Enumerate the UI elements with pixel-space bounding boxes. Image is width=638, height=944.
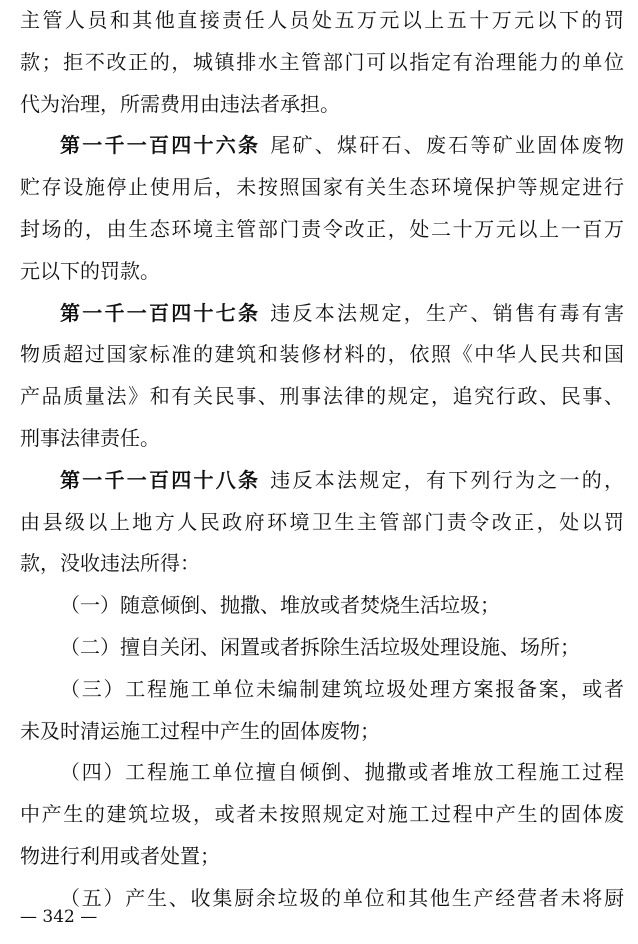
list-item-1: （一）随意倾倒、抛撒、堆放或者焚烧生活垃圾； — [60, 593, 500, 618]
list-item-5: （五）产生、收集厨余垃圾的单位和其他生产经营者未将厨 — [60, 885, 624, 910]
article-number: 第一千一百四十七条 — [60, 300, 261, 325]
list-item-3: （三）工程施工单位未编制建筑垃圾处理方案报备案，或者 — [60, 676, 624, 701]
text-line: 物进行利用或者处置； — [20, 843, 220, 868]
text-line: 贮存设施停止使用后，未按照国家有关生态环境保护等规定进行 — [20, 175, 624, 200]
list-item-4: （四）工程施工单位擅自倾倒、抛撒或者堆放工程施工过程 — [60, 760, 624, 785]
article-1148-first-line — [20, 460, 624, 502]
text-line: 款；拒不改正的，城镇排水主管部门可以指定有治理能力的单位 — [20, 49, 624, 74]
article-1147-first-line — [20, 293, 624, 335]
text-line: 刑事法律责任。 — [20, 425, 160, 450]
document-page — [20, 0, 624, 920]
text-line: 产品质量法》和有关民事、刑事法律的规定，追究行政、民事、 — [20, 384, 624, 409]
text-line: 未及时清运施工过程中产生的固体废物； — [20, 718, 380, 743]
text-line: 由县级以上地方人民政府环境卫生主管部门责令改正，处以罚 — [20, 509, 624, 534]
text-line: 封场的，由生态环境主管部门责令改正，处二十万元以上一百万 — [20, 216, 624, 241]
list-item-2: （二）擅自关闭、闲置或者拆除生活垃圾处理设施、场所； — [60, 634, 580, 659]
text-line: 代为治理，所需费用由违法者承担。 — [20, 91, 340, 116]
text-line: 主管人员和其他直接责任人员处五万元以上五十万元以下的罚 — [20, 8, 624, 32]
article-1146-first-line — [20, 125, 624, 167]
text-line: 物质超过国家标准的建筑和装修材料的，依照《中华人民共和国 — [20, 342, 624, 367]
article-number: 第一千一百四十八条 — [60, 467, 261, 492]
text-line: 款，没收违法所得： — [20, 551, 200, 576]
article-text: 尾矿、煤矸石、废石等矿业固体废物 — [270, 133, 624, 158]
article-text: 违反本法规定，有下列行为之一的， — [270, 467, 624, 492]
text-line: 中产生的建筑垃圾，或者未按照规定对施工过程中产生的固体废 — [20, 802, 624, 827]
article-number: 第一千一百四十六条 — [60, 133, 261, 158]
article-text: 违反本法规定，生产、销售有毒有害 — [270, 300, 624, 325]
text-line: 元以下的罚款。 — [20, 258, 160, 283]
page-number: — 342 — — [20, 907, 98, 927]
